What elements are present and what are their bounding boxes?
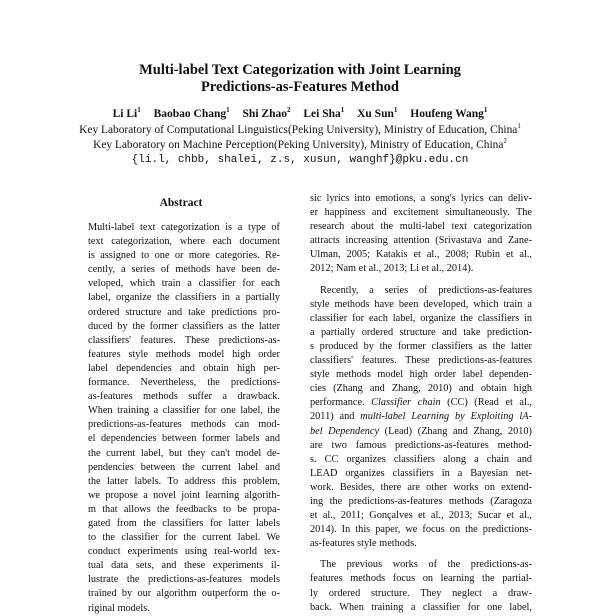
body-line: Ulman, 2005; Katakis et al., 2008; Rubin et al., bbox=[310, 249, 532, 261]
abstract-line: the latter labels. To address this problem, bbox=[88, 475, 280, 487]
body-line: Recently, a series of predictions-as-features bbox=[320, 284, 532, 296]
body-line: LEAD organizes classifiers in a Bayesian net- bbox=[310, 467, 532, 479]
abstract-line: duced by the former classifiers as the latter bbox=[88, 320, 280, 332]
abstract-line: riginal models. bbox=[88, 602, 150, 614]
author: Xu Sun$^1$ bbox=[357, 106, 398, 120]
abstract-line: as-features methods suffer a drawback. bbox=[88, 391, 280, 403]
abstract-line: veloped, which train a classifier for each bbox=[88, 278, 280, 290]
abstract-line: formance. Nevertheless, the predictions- bbox=[88, 377, 280, 389]
body-line: attracts increasing attention (Srivastava and Zane- bbox=[310, 235, 532, 247]
abstract-line: el dependencies between former labels and bbox=[88, 433, 280, 445]
abstract-line: features style methods model high order bbox=[88, 348, 280, 360]
body-line: The previous works of the predictions-as- bbox=[320, 559, 532, 571]
abstract-line: conduct experiments using real-world tex- bbox=[88, 546, 280, 558]
body-line: a partially ordered structure and take prediction- bbox=[310, 326, 532, 338]
body-line: s. CC organizes classifiers along a chain and bbox=[310, 453, 532, 465]
abstract-line: gated from the classifiers for latter labels bbox=[88, 517, 280, 529]
intro-column bbox=[310, 192, 532, 615]
body-line: work. Besides, there are other works on extend- bbox=[310, 481, 532, 493]
body-line: ly ordered structure. They neglect a draw- bbox=[310, 587, 532, 599]
abstract-line: pendencies between the current label and bbox=[88, 461, 280, 473]
title-line-2: Predictions-as-Features Method bbox=[200, 79, 399, 95]
abstract-line: Multi-label text categorization is a type of bbox=[88, 222, 280, 233]
abstract-line: label dependencies and obtain high per- bbox=[88, 362, 280, 374]
body-line: ing the predictions-as-features methods (Zaragoza bbox=[310, 495, 532, 507]
abstract-line: is assigned to one or more categories. Re- bbox=[88, 250, 280, 262]
abstract-line: predictions-as-features methods can mod- bbox=[88, 419, 280, 431]
body-line: er happiness and excitement simultaneously. The bbox=[310, 207, 532, 219]
body-line: 2011) and multi-label Learning by Exploiting lA- bbox=[310, 411, 532, 423]
abstract-line: When training a classifier for one label, the bbox=[88, 405, 280, 417]
body-line: are two famous predictions-as-features method- bbox=[310, 439, 532, 451]
abstract-line: trained by our algorithm outperform the o- bbox=[88, 588, 280, 600]
term-lead: multi-label Learning by Exploiting lA- bbox=[360, 411, 532, 423]
abstract-line: m that allows the feedbacks to be propa- bbox=[88, 503, 280, 515]
abstract-line: classifiers' features. These predictions-as- bbox=[88, 334, 280, 346]
body-line: cies (Zhang and Zhang, 2010) and obtain high bbox=[310, 383, 532, 395]
affiliation-1: Key Laboratory of Computational Linguistics(Peking University), Ministry of Education, China$^1$ bbox=[79, 122, 521, 136]
author-emails: {li.l, chbb, shalei, z.s, xusun, wanghf}@pku.edu.cn bbox=[131, 154, 469, 166]
abstract-line: ordered structure and take predictions pro- bbox=[88, 306, 280, 318]
abstract-line: text categorization, where each document bbox=[88, 236, 280, 248]
author: Houfeng Wang$^1$ bbox=[410, 106, 488, 120]
abstract-body bbox=[88, 221, 280, 616]
body-line: 2012; Nam et al., 2013; Li et al., 2014). bbox=[310, 263, 474, 275]
abstract-line: lustrate the predictions-as-features models bbox=[88, 574, 280, 586]
abstract-heading: Abstract bbox=[159, 197, 203, 209]
body-line: classifiers' features. These predictions-as-features bbox=[310, 355, 532, 367]
author: Li Li$^1$ bbox=[112, 106, 141, 120]
title-line-1: Multi-label Text Categorization with Joint Learning bbox=[139, 62, 461, 78]
author-list bbox=[0, 107, 600, 121]
author: Shi Zhao$^2$ bbox=[242, 106, 291, 120]
body-line: features methods focus on learning the partial- bbox=[310, 573, 532, 585]
abstract-line: cently, a series of methods have been de- bbox=[88, 264, 280, 276]
body-line: performance. Classifier chain (CC) (Read et al., bbox=[310, 397, 532, 409]
body-line: classifier for each label, organize the classifiers in bbox=[310, 312, 532, 324]
body-line: s produced by the former classifiers as the latter bbox=[310, 340, 532, 352]
abstract-line: tual data sets, and these experiments il- bbox=[88, 560, 280, 572]
abstract-line: label, organize the classifiers in a partially bbox=[88, 292, 280, 304]
body-line: research about the multi-label text categorization bbox=[310, 221, 532, 233]
body-line: sic lyrics into emotions, a song's lyrics can deliv- bbox=[310, 193, 532, 204]
abstract-line: to the classifier for the current label. We bbox=[88, 532, 280, 544]
body-line: as-features style methods. bbox=[310, 538, 417, 550]
body-line: et al., 2011; Gonçalves et al., 2013; Sucar et al., bbox=[310, 510, 532, 522]
term-classifier-chain: Classifier chain bbox=[371, 397, 441, 409]
body-line: 2014). In this paper, we focus on the predictions- bbox=[310, 524, 532, 536]
body-line: style methods model high order label dependen- bbox=[310, 369, 532, 381]
body-line: bel Dependency (Lead) (Zhang and Zhang, 2010) bbox=[310, 425, 532, 437]
abstract-line: the current label, but they can't model de- bbox=[88, 447, 280, 459]
body-line: style methods have been developed, which train a bbox=[310, 298, 532, 310]
author: Baobao Chang$^1$ bbox=[153, 106, 230, 120]
body-line: back. When training a classifier for one label, bbox=[310, 601, 532, 613]
affiliation-2: Key Laboratory on Machine Perception(Peking University), Ministry of Education, China$^2$ bbox=[93, 137, 507, 151]
term-lead-cont: bel Dependency bbox=[310, 425, 380, 437]
abstract-line: we propose a novel joint learning algorith- bbox=[88, 489, 280, 501]
author: Lei Sha$^1$ bbox=[303, 106, 345, 120]
paper-title bbox=[0, 62, 600, 96]
